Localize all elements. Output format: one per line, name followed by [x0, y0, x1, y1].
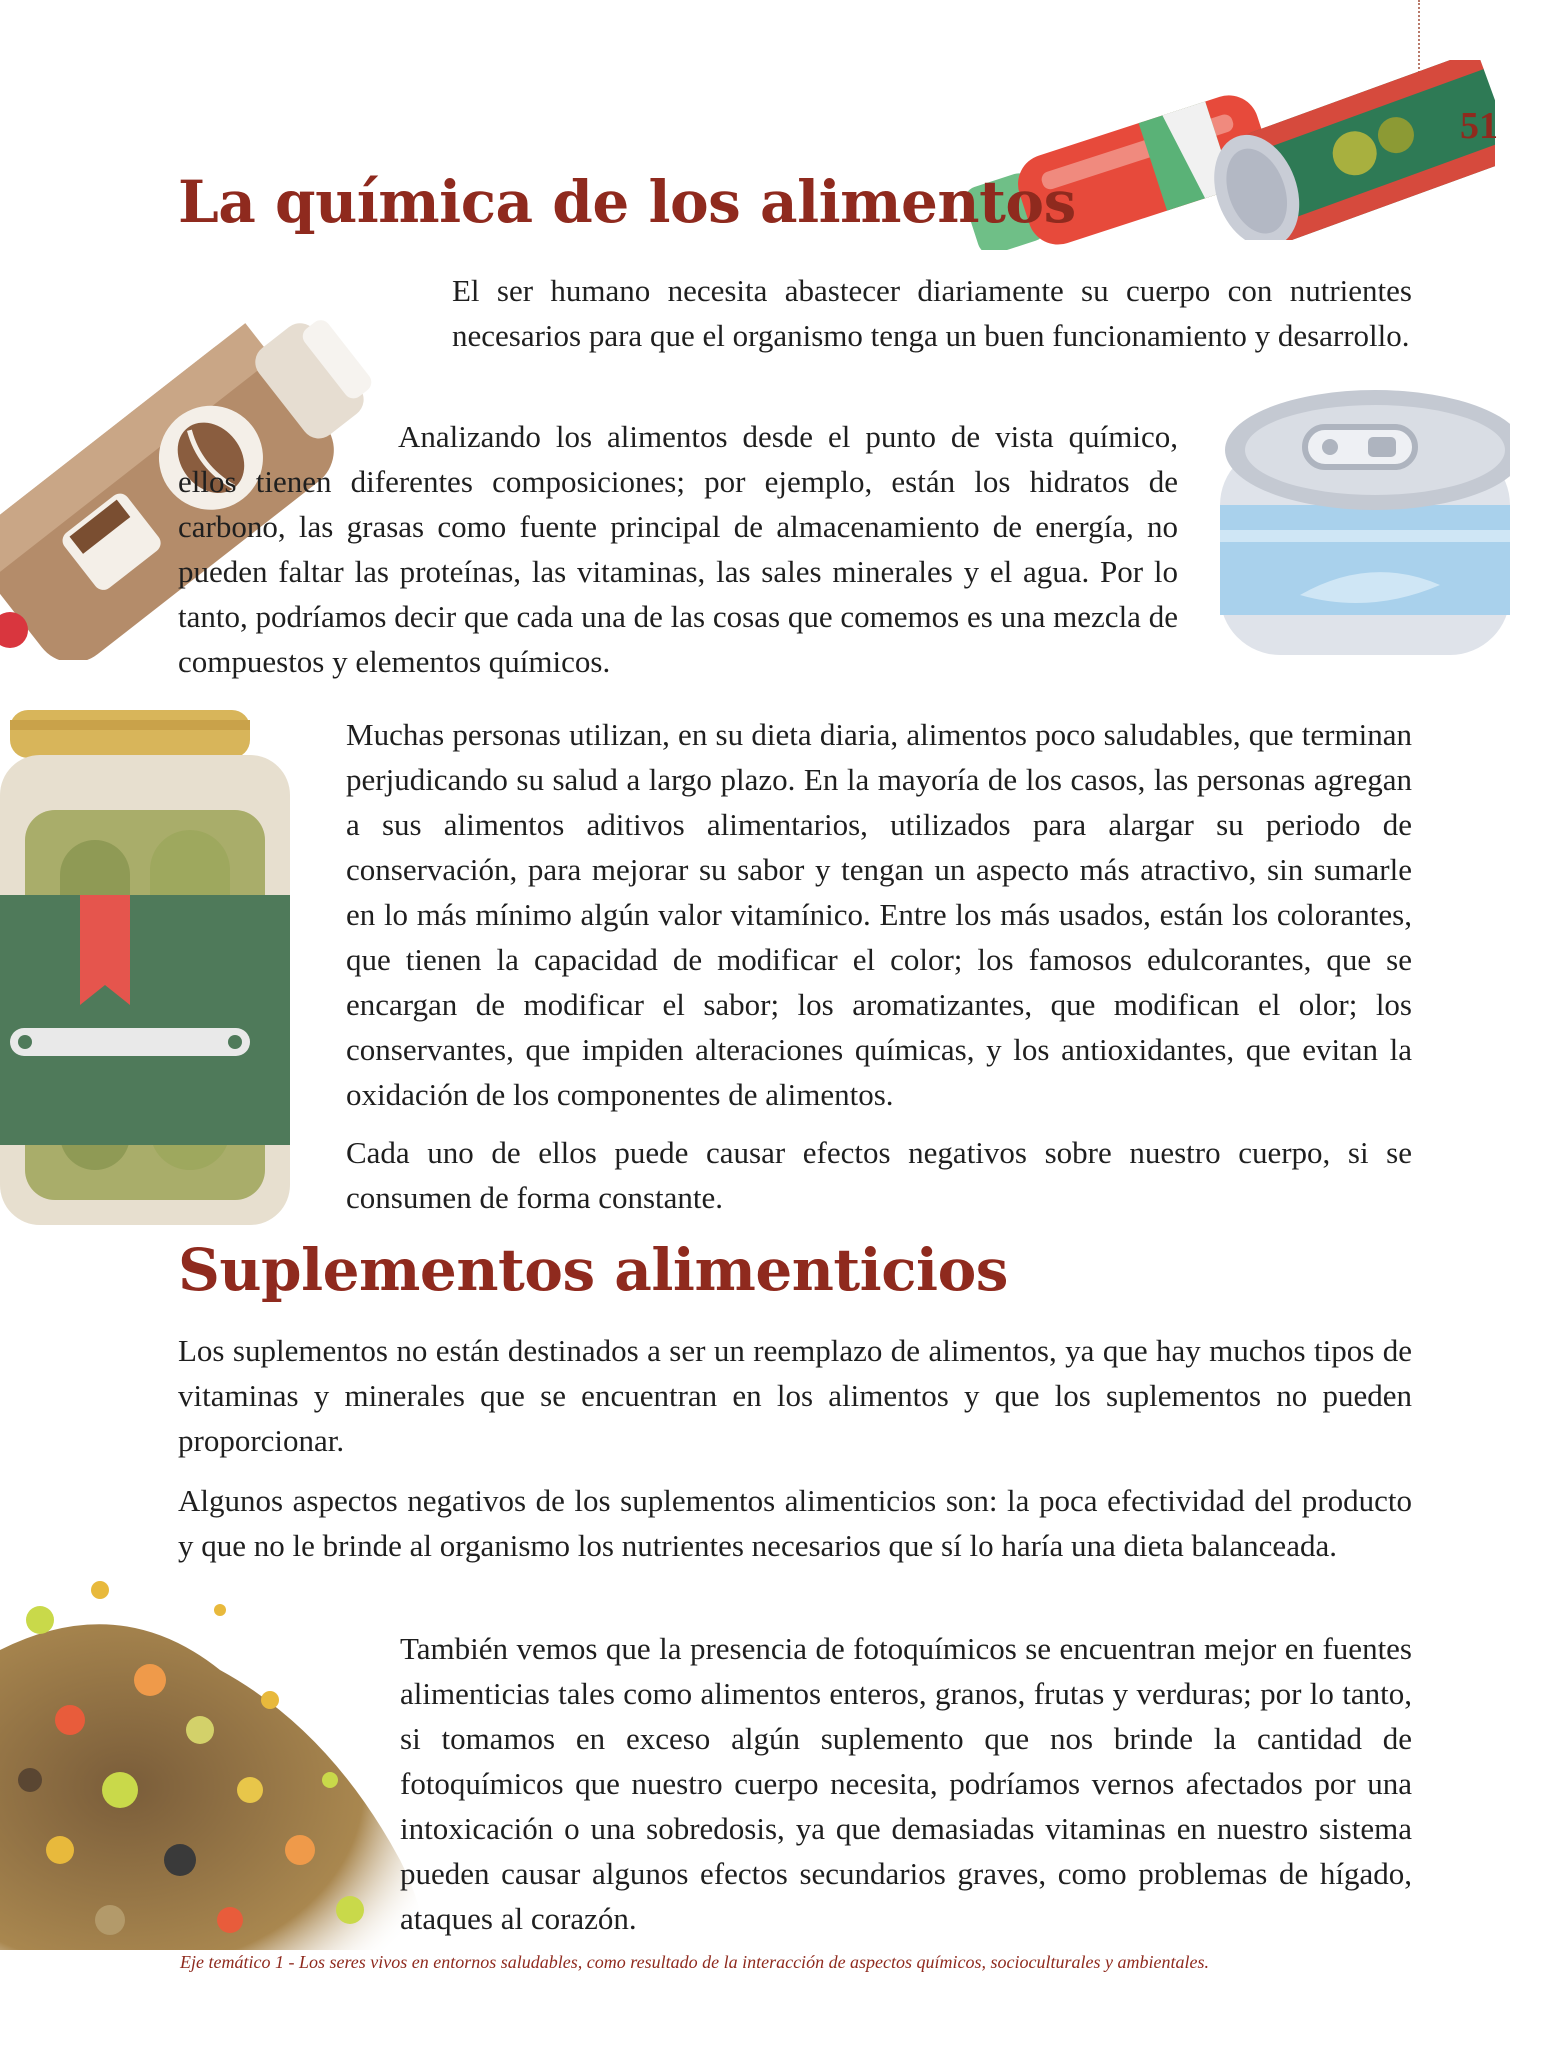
section1-paragraph-1: El ser humano necesita abastecer diariamente su cuerpo con nutrientes necesarios para que el organismo tenga un buen funcionamiento y desarrollo. — [452, 273, 1412, 353]
section2-paragraph-2: Algunos aspectos negativos de los suplementos alimenticios son: la poca efectividad del producto y que no le brinde al organismo los nutrientes necesarios que sí lo haría una dieta balanceada. — [178, 1483, 1412, 1563]
section2-paragraph-3: También vemos que la presencia de fotoquímicos se encuentran mejor en fuentes alimenticias tales como alimentos enteros, granos, frutas y verduras; por lo tanto, si tomamos en exceso algún suplemento que nos brinde la cantidad de fotoquímicos que nuestro cuerpo necesita, podríamos vernos afectados por una intoxicación o una sobredosis, ya que demasiadas vitaminas en nuestro sistema pueden causar algunos efectos secundarios graves, como problemas de hígado, ataques al corazón. — [400, 1631, 1412, 1936]
section2-title: Suplementos alimenticios — [178, 1236, 1008, 1304]
section1-paragraph-2: Analizando los alimentos desde el punto de vista químico, ellos tienen diferentes composiciones; por ejemplo, están los hidratos de carbono, las grasas como fuente principal de almacenamiento de energía, no pueden faltar las proteínas, las vitaminas, las sales minerales y el agua. Por lo tanto, podríamos decir que cada una de las cosas que comemos es una mezcla de compuestos y elementos químicos. — [178, 419, 1178, 679]
section1-paragraph-4: Cada uno de ellos puede causar efectos negativos sobre nuestro cuerpo, si se consumen de forma constante. — [346, 1135, 1412, 1215]
page-number: 51 — [1460, 105, 1498, 147]
section1-paragraph-3: Muchas personas utilizan, en su dieta diaria, alimentos poco saludables, que terminan perjudicando su salud a largo plazo. En la mayoría de los casos, las personas agregan a sus alimentos aditivos alimentarios, utilizados para alargar su periodo de conservación, para mejorar su sabor y tengan un aspecto más atractivo, sin sumarle en lo más mínimo algún valor vitamínico. Entre los más usados, están los colorantes, que tienen la capacidad de modificar el color; los famosos edulcorantes, que se encargan de modificar el sabor; los aromatizantes, que modifican el olor; los conservantes, que impiden alteraciones químicas, y los antioxidantes, que evitan la oxidación de los componentes de alimentos. — [346, 717, 1412, 1112]
pickle-jar-illustration — [0, 710, 300, 1230]
page-footer: Eje temático 1 - Los seres vivos en entornos saludables, como resultado de la interacción de aspectos químicos, socioculturales y ambientales. — [180, 1952, 1209, 1972]
section2-paragraph-1: Los suplementos no están destinados a ser un reemplazo de alimentos, ya que hay muchos tipos de vitaminas y minerales que se encuentran en los alimentos y que los suplementos no pueden proporcionar. — [178, 1333, 1412, 1458]
tin-can-illustration — [1205, 60, 1495, 240]
tuna-can-illustration — [1210, 375, 1510, 705]
section1-title: La química de los alimentos — [178, 168, 1076, 236]
